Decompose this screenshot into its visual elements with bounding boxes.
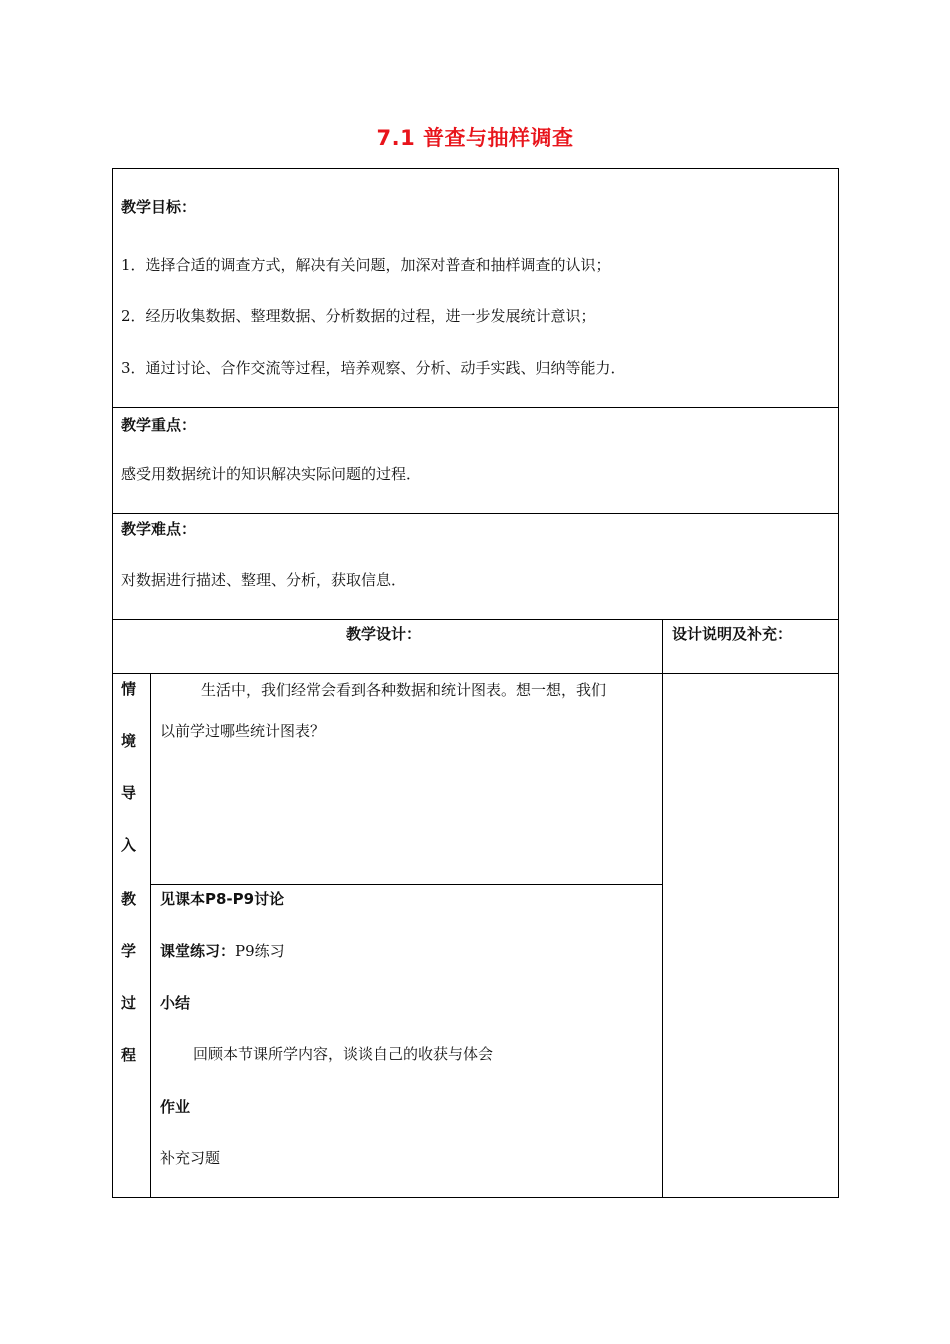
process-label-char: 学	[121, 942, 137, 960]
exercise-value: P9练习	[235, 942, 285, 960]
process-label-char: 教	[121, 890, 137, 908]
intro-label-char: 情	[121, 680, 137, 698]
column-divider-label	[150, 674, 151, 1198]
objective-item-3: 3．通过讨论、合作交流等过程，培养观察、分析、动手实践、归纳等能力．	[121, 359, 626, 377]
process-line-textbook: 见课本P8-P9讨论	[160, 890, 285, 908]
intro-label-char: 导	[121, 784, 137, 802]
process-line-summary: 小结	[160, 994, 191, 1012]
process-line-extra: 补充习题	[160, 1149, 221, 1167]
objectives-section	[112, 168, 839, 408]
key-points-text: 感受用数据统计的知识解决实际问题的过程．	[121, 465, 422, 483]
column-divider-notes	[662, 620, 663, 1198]
objective-item-2: 2．经历收集数据、整理数据、分析数据的过程，进一步发展统计意识；	[121, 307, 596, 325]
design-heading: 教学设计：	[346, 625, 422, 643]
process-line-homework: 作业	[160, 1098, 191, 1116]
process-label-char: 程	[121, 1046, 137, 1064]
intro-text-line1: 生活中，我们经常会看到各种数据和统计图表。想一想，我们	[201, 681, 607, 699]
process-line-exercise	[160, 940, 285, 961]
process-label-char: 过	[121, 994, 137, 1012]
page-title: 7.1 普查与抽样调查	[376, 126, 574, 150]
difficulties-section	[112, 514, 839, 620]
process-line-review: 回顾本节课所学内容，谈谈自己的收获与体会	[193, 1045, 494, 1063]
objective-item-1: 1．选择合适的调查方式，解决有关问题，加深对普查和抽样调查的认识；	[121, 256, 611, 274]
difficulties-heading: 教学难点：	[121, 520, 197, 538]
objectives-heading: 教学目标：	[121, 198, 197, 216]
row-divider	[150, 884, 662, 885]
row-divider	[112, 619, 839, 620]
exercise-label: 课堂练习：	[160, 942, 236, 960]
difficulties-text: 对数据进行描述、整理、分析，获取信息．	[121, 571, 407, 589]
key-points-heading: 教学重点：	[121, 416, 197, 434]
intro-label-char: 入	[121, 836, 137, 854]
row-divider	[112, 673, 839, 674]
key-points-section	[112, 408, 839, 514]
notes-heading: 设计说明及补充：	[672, 625, 793, 643]
intro-label-char: 境	[121, 732, 137, 750]
intro-text-line2: 以前学过哪些统计图表？	[160, 722, 326, 740]
